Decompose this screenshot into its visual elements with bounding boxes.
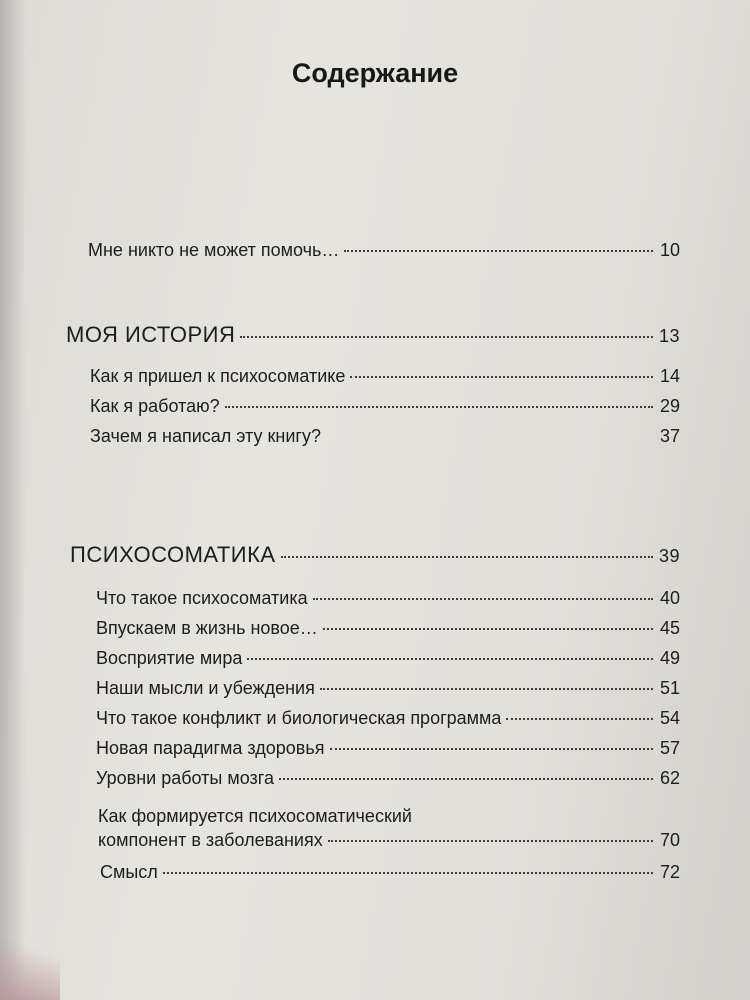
toc-entry-label: Новая парадигма здоровья xyxy=(96,738,325,758)
page-title: Содержание xyxy=(291,58,459,88)
toc-page-number: 62 xyxy=(659,768,680,788)
toc-page-number: 29 xyxy=(659,396,680,416)
toc-entry-label: Смысл xyxy=(100,862,158,882)
toc-entry-label-line1: Как формируется психосоматический xyxy=(98,806,412,826)
toc-entry-label: Как я работаю? xyxy=(90,396,220,416)
dot-leader xyxy=(240,336,653,338)
toc-entry xyxy=(96,708,680,729)
toc-entry xyxy=(98,830,680,851)
toc-entry-label-line2: компонент в заболеваниях xyxy=(98,830,323,850)
toc-page-number: 45 xyxy=(659,618,680,638)
dot-leader xyxy=(330,748,654,750)
dot-leader xyxy=(279,778,653,780)
toc-entry-label: Восприятие мира xyxy=(96,648,243,668)
toc-entry xyxy=(96,588,680,609)
toc-page-number: 70 xyxy=(659,830,680,850)
toc-page-number: 39 xyxy=(658,546,680,566)
dot-leader xyxy=(320,688,653,690)
dot-leader xyxy=(344,250,653,252)
dot-leader xyxy=(313,598,653,600)
toc-section-psychosomatics xyxy=(70,542,680,568)
toc-entry xyxy=(90,426,680,447)
toc-entry xyxy=(96,618,680,639)
dot-leader xyxy=(163,872,653,874)
toc-section-my-story xyxy=(66,322,680,348)
dot-leader xyxy=(328,840,653,842)
dot-leader xyxy=(506,718,653,720)
toc-entry-label: Зачем я написал эту книгу? xyxy=(90,426,321,446)
toc-page-number: 13 xyxy=(658,326,680,346)
toc-entry xyxy=(100,862,680,883)
toc-page-number: 49 xyxy=(659,648,680,668)
toc-entry-label: Что такое конфликт и биологическая программа xyxy=(96,708,502,728)
toc-page-number: 51 xyxy=(659,678,680,698)
toc-page-number: 57 xyxy=(659,738,680,758)
toc-entry-intro xyxy=(88,240,680,261)
toc-page-number: 40 xyxy=(659,588,680,608)
toc-page-number: 14 xyxy=(659,366,680,386)
toc-entry-label: Как я пришел к психосоматике xyxy=(90,366,346,386)
toc-entry xyxy=(96,738,680,759)
dot-leader xyxy=(225,406,653,408)
toc-entry-label: Впускаем в жизнь новое… xyxy=(96,618,318,638)
toc-page-number: 37 xyxy=(659,426,680,446)
toc-section-label: МОЯ ИСТОРИЯ xyxy=(66,322,236,347)
toc-entry-label: Мне никто не может помочь… xyxy=(88,240,340,260)
toc-entry xyxy=(90,396,680,417)
toc-page-number: 54 xyxy=(659,708,680,728)
toc-entry xyxy=(96,768,680,789)
toc-entry xyxy=(96,648,680,669)
toc-entry-label: Уровни работы мозга xyxy=(96,768,274,788)
toc-section-label: ПСИХОСОМАТИКА xyxy=(70,542,276,567)
toc-entry-label: Наши мысли и убеждения xyxy=(96,678,315,698)
toc-page-number: 10 xyxy=(659,240,680,260)
toc-entry-label: Что такое психосоматика xyxy=(96,588,308,608)
dot-leader xyxy=(323,628,653,630)
dot-leader xyxy=(281,556,653,558)
dot-leader xyxy=(247,658,653,660)
toc-entry xyxy=(90,366,680,387)
toc-entry xyxy=(96,678,680,699)
dot-leader xyxy=(350,376,653,378)
toc-page-number: 72 xyxy=(659,862,680,882)
